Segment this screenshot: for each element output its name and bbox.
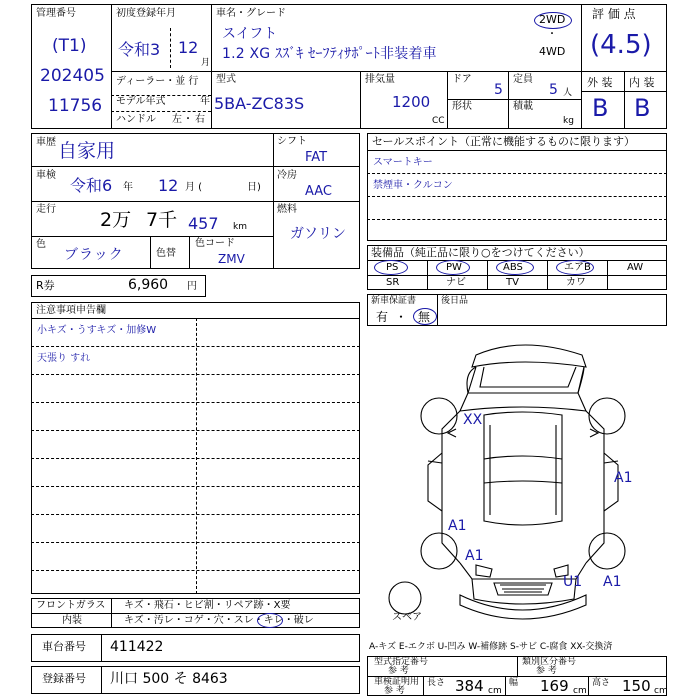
height-cm: cm xyxy=(654,686,668,696)
handle-right: 右 xyxy=(195,114,205,125)
color-code-label: 色コード xyxy=(195,238,235,249)
type-label: 型式 xyxy=(216,74,236,85)
grade: 1.2 XG ｽｽﾞｷ ｾｰﾌﾃｨｻﾎﾟｰﾄ非装着車 xyxy=(222,46,437,62)
handle-label: ハンドル xyxy=(116,114,156,125)
km-unit: km xyxy=(233,222,247,232)
dealer-label: ディーラー・並 行 xyxy=(116,76,199,87)
damage-mark-2: A1 xyxy=(614,470,633,486)
registration-value: 川口 500 そ 8463 xyxy=(110,671,228,687)
type-designation-ref: 参 考 xyxy=(388,666,409,676)
frame-label: 車台番号 xyxy=(42,640,86,653)
first-reg-month: 12 xyxy=(178,38,199,57)
recycle-box xyxy=(31,275,206,297)
ext-label: 外 装 xyxy=(587,76,613,89)
mgmt-t: (T1) xyxy=(52,36,87,56)
inspection-era: 令和6 xyxy=(70,176,113,195)
equip-aw: AW xyxy=(627,262,644,273)
length-label: 長さ xyxy=(427,678,446,688)
fuel-value: ガソリン xyxy=(290,226,346,242)
sales-point-2: 禁煙車・クルコン xyxy=(373,180,453,191)
shape-label: 形状 xyxy=(452,101,472,112)
height-label: 高さ xyxy=(592,678,611,688)
notes-rule xyxy=(31,346,360,347)
handle-dot: ・ xyxy=(183,114,193,125)
category-number-ref: 参 考 xyxy=(536,666,557,676)
yen-unit: 円 xyxy=(187,281,197,292)
ac-label: 冷房 xyxy=(277,170,297,181)
sales-points-title: セールスポイント（正常に機能するものに限ります） xyxy=(372,135,636,148)
mgmt-label: 管理番号 xyxy=(36,8,76,19)
mgmt-num2: 11756 xyxy=(48,96,103,116)
capacity-unit: 人 xyxy=(563,88,573,98)
inspection-day-unit: 日) xyxy=(247,182,261,193)
recycle-label: R券 xyxy=(36,279,55,292)
month-unit: 月 xyxy=(201,58,211,68)
capacity-value: 5 xyxy=(549,82,558,98)
displacement-value: 1200 xyxy=(392,93,431,111)
score-label: 評 価 点 xyxy=(592,7,636,21)
displacement-label: 排気量 xyxy=(365,74,395,85)
notes-rule xyxy=(31,514,360,515)
interior-scratch-circle xyxy=(257,613,283,628)
kg-unit: kg xyxy=(563,116,574,126)
equip-ps-circle xyxy=(374,260,408,275)
damage-legend: A-キズ E-エクボ U-凹み W-補修跡 S-サビ C-腐食 XX-交換済 xyxy=(369,642,613,652)
mileage-rest: 457 xyxy=(188,214,219,233)
equip-navi: ナビ xyxy=(446,277,466,288)
mgmt-num1: 202405 xyxy=(40,66,105,86)
model-name-label: 車名・グレード xyxy=(216,8,286,19)
ext-grade: B xyxy=(592,94,609,122)
shift-value: FAT xyxy=(305,150,328,165)
equip-pw-circle xyxy=(436,260,470,275)
equipment-title: 装備品（純正品に限り○をつけてください） xyxy=(371,246,590,259)
handle-left: 左 xyxy=(172,114,182,125)
notes-rule xyxy=(31,570,360,571)
damage-mark-3: A1 xyxy=(448,518,467,534)
notes-rule xyxy=(31,374,360,375)
notes-rule xyxy=(31,458,360,459)
after-label: 後日品 xyxy=(441,296,469,306)
inspection-label: 車検 xyxy=(36,170,56,181)
inspection-month: 12 xyxy=(158,176,179,195)
frame-value: 411422 xyxy=(110,639,164,655)
drive-2wd: 2WD xyxy=(539,13,566,26)
equip-pw: PW xyxy=(446,262,462,273)
length-value: 384 xyxy=(455,677,484,695)
cert-label: 車検証明用 xyxy=(374,677,420,687)
mileage-label: 走行 xyxy=(36,204,56,215)
warranty-no: 無 xyxy=(418,310,431,324)
equip-airbag: エアB xyxy=(564,262,591,273)
score-value: (4.5) xyxy=(590,30,652,60)
damage-mark-5: U1 xyxy=(563,574,583,590)
notes-rule xyxy=(31,486,360,487)
recolor-label: 色替 xyxy=(156,248,176,259)
ac-value: AAC xyxy=(305,184,332,199)
warranty-yes: 有 xyxy=(376,310,389,324)
notes-rule xyxy=(31,542,360,543)
first-reg-label: 初度登録年月 xyxy=(116,8,176,19)
history-label: 車歴 xyxy=(36,137,56,148)
fuel-label: 燃料 xyxy=(277,204,297,215)
type-designation-label: 型式指定番号 xyxy=(374,657,429,667)
note-line-2: 天張り すれ xyxy=(37,353,91,364)
type-value: 5BA-ZC83S xyxy=(214,94,305,113)
equip-ps: PS xyxy=(386,262,399,273)
notes-rule xyxy=(31,430,360,431)
year-unit: 年 xyxy=(200,96,210,107)
model-name: スイフト xyxy=(222,26,278,42)
equip-airbag-circle xyxy=(556,260,594,275)
door-label: ドア xyxy=(452,74,472,85)
warranty-dot: ・ xyxy=(395,310,408,324)
category-number-label: 類別区分番号 xyxy=(522,657,577,667)
color-label: 色 xyxy=(36,239,46,250)
history-value: 自家用 xyxy=(58,140,116,162)
cc-unit: CC xyxy=(432,116,445,126)
note-line-1: 小キズ・うすキズ・加修W xyxy=(37,325,157,336)
width-value: 169 xyxy=(540,677,569,695)
int-label: 内 装 xyxy=(629,76,655,89)
capacity-label: 定員 xyxy=(513,74,533,85)
load-label: 積載 xyxy=(513,101,533,112)
front-glass-value: キズ・飛石・ヒビ割・リペア跡・X要 xyxy=(124,600,291,611)
int-grade: B xyxy=(634,94,651,122)
model-year-label: モデル年式 xyxy=(116,96,166,107)
inspection-year-unit: 年 xyxy=(123,182,133,193)
door-value: 5 xyxy=(494,82,503,98)
interior-label: 内装 xyxy=(62,615,82,626)
damage-mark-1: XX xyxy=(463,412,483,428)
equip-sr: SR xyxy=(386,277,400,288)
damage-mark-6: A1 xyxy=(603,574,622,590)
equip-abs-circle xyxy=(496,260,534,275)
damage-mark-4: A1 xyxy=(465,548,484,564)
mileage-sen: 7千 xyxy=(146,209,178,231)
first-reg-era: 令和3 xyxy=(118,40,161,59)
equip-leather: カワ xyxy=(566,277,586,288)
equip-tv: TV xyxy=(506,277,519,288)
front-glass-label: フロントガラス xyxy=(36,600,106,611)
width-label: 幅 xyxy=(509,678,519,688)
equip-abs: ABS xyxy=(503,262,523,273)
length-cm: cm xyxy=(488,686,502,696)
inspection-month-unit: 月 ( xyxy=(185,182,203,193)
cert-ref: 参 考 xyxy=(384,686,405,696)
spare-label: スペア xyxy=(392,612,422,623)
color-code: ZMV xyxy=(218,252,245,266)
notes-title: 注意事項申告欄 xyxy=(36,305,106,316)
shift-label: シフト xyxy=(277,136,307,147)
mileage-man: 2万 xyxy=(100,209,132,231)
width-cm: cm xyxy=(573,686,587,696)
height-value: 150 xyxy=(622,677,651,695)
color-value: ブラック xyxy=(64,247,124,263)
interior-value: キズ・汚レ・コゲ・穴・スレ・キレ・破レ xyxy=(124,615,314,626)
warranty-label: 新車保証書 xyxy=(371,296,417,306)
warranty-no-circle xyxy=(413,308,437,325)
notes-rule xyxy=(31,402,360,403)
drive-4wd: 4WD xyxy=(539,45,566,58)
recycle-value: 6,960 xyxy=(128,277,169,293)
registration-label: 登録番号 xyxy=(42,672,86,685)
sales-point-1: スマートキー xyxy=(373,157,433,168)
drive-dot: ・ xyxy=(547,29,557,40)
